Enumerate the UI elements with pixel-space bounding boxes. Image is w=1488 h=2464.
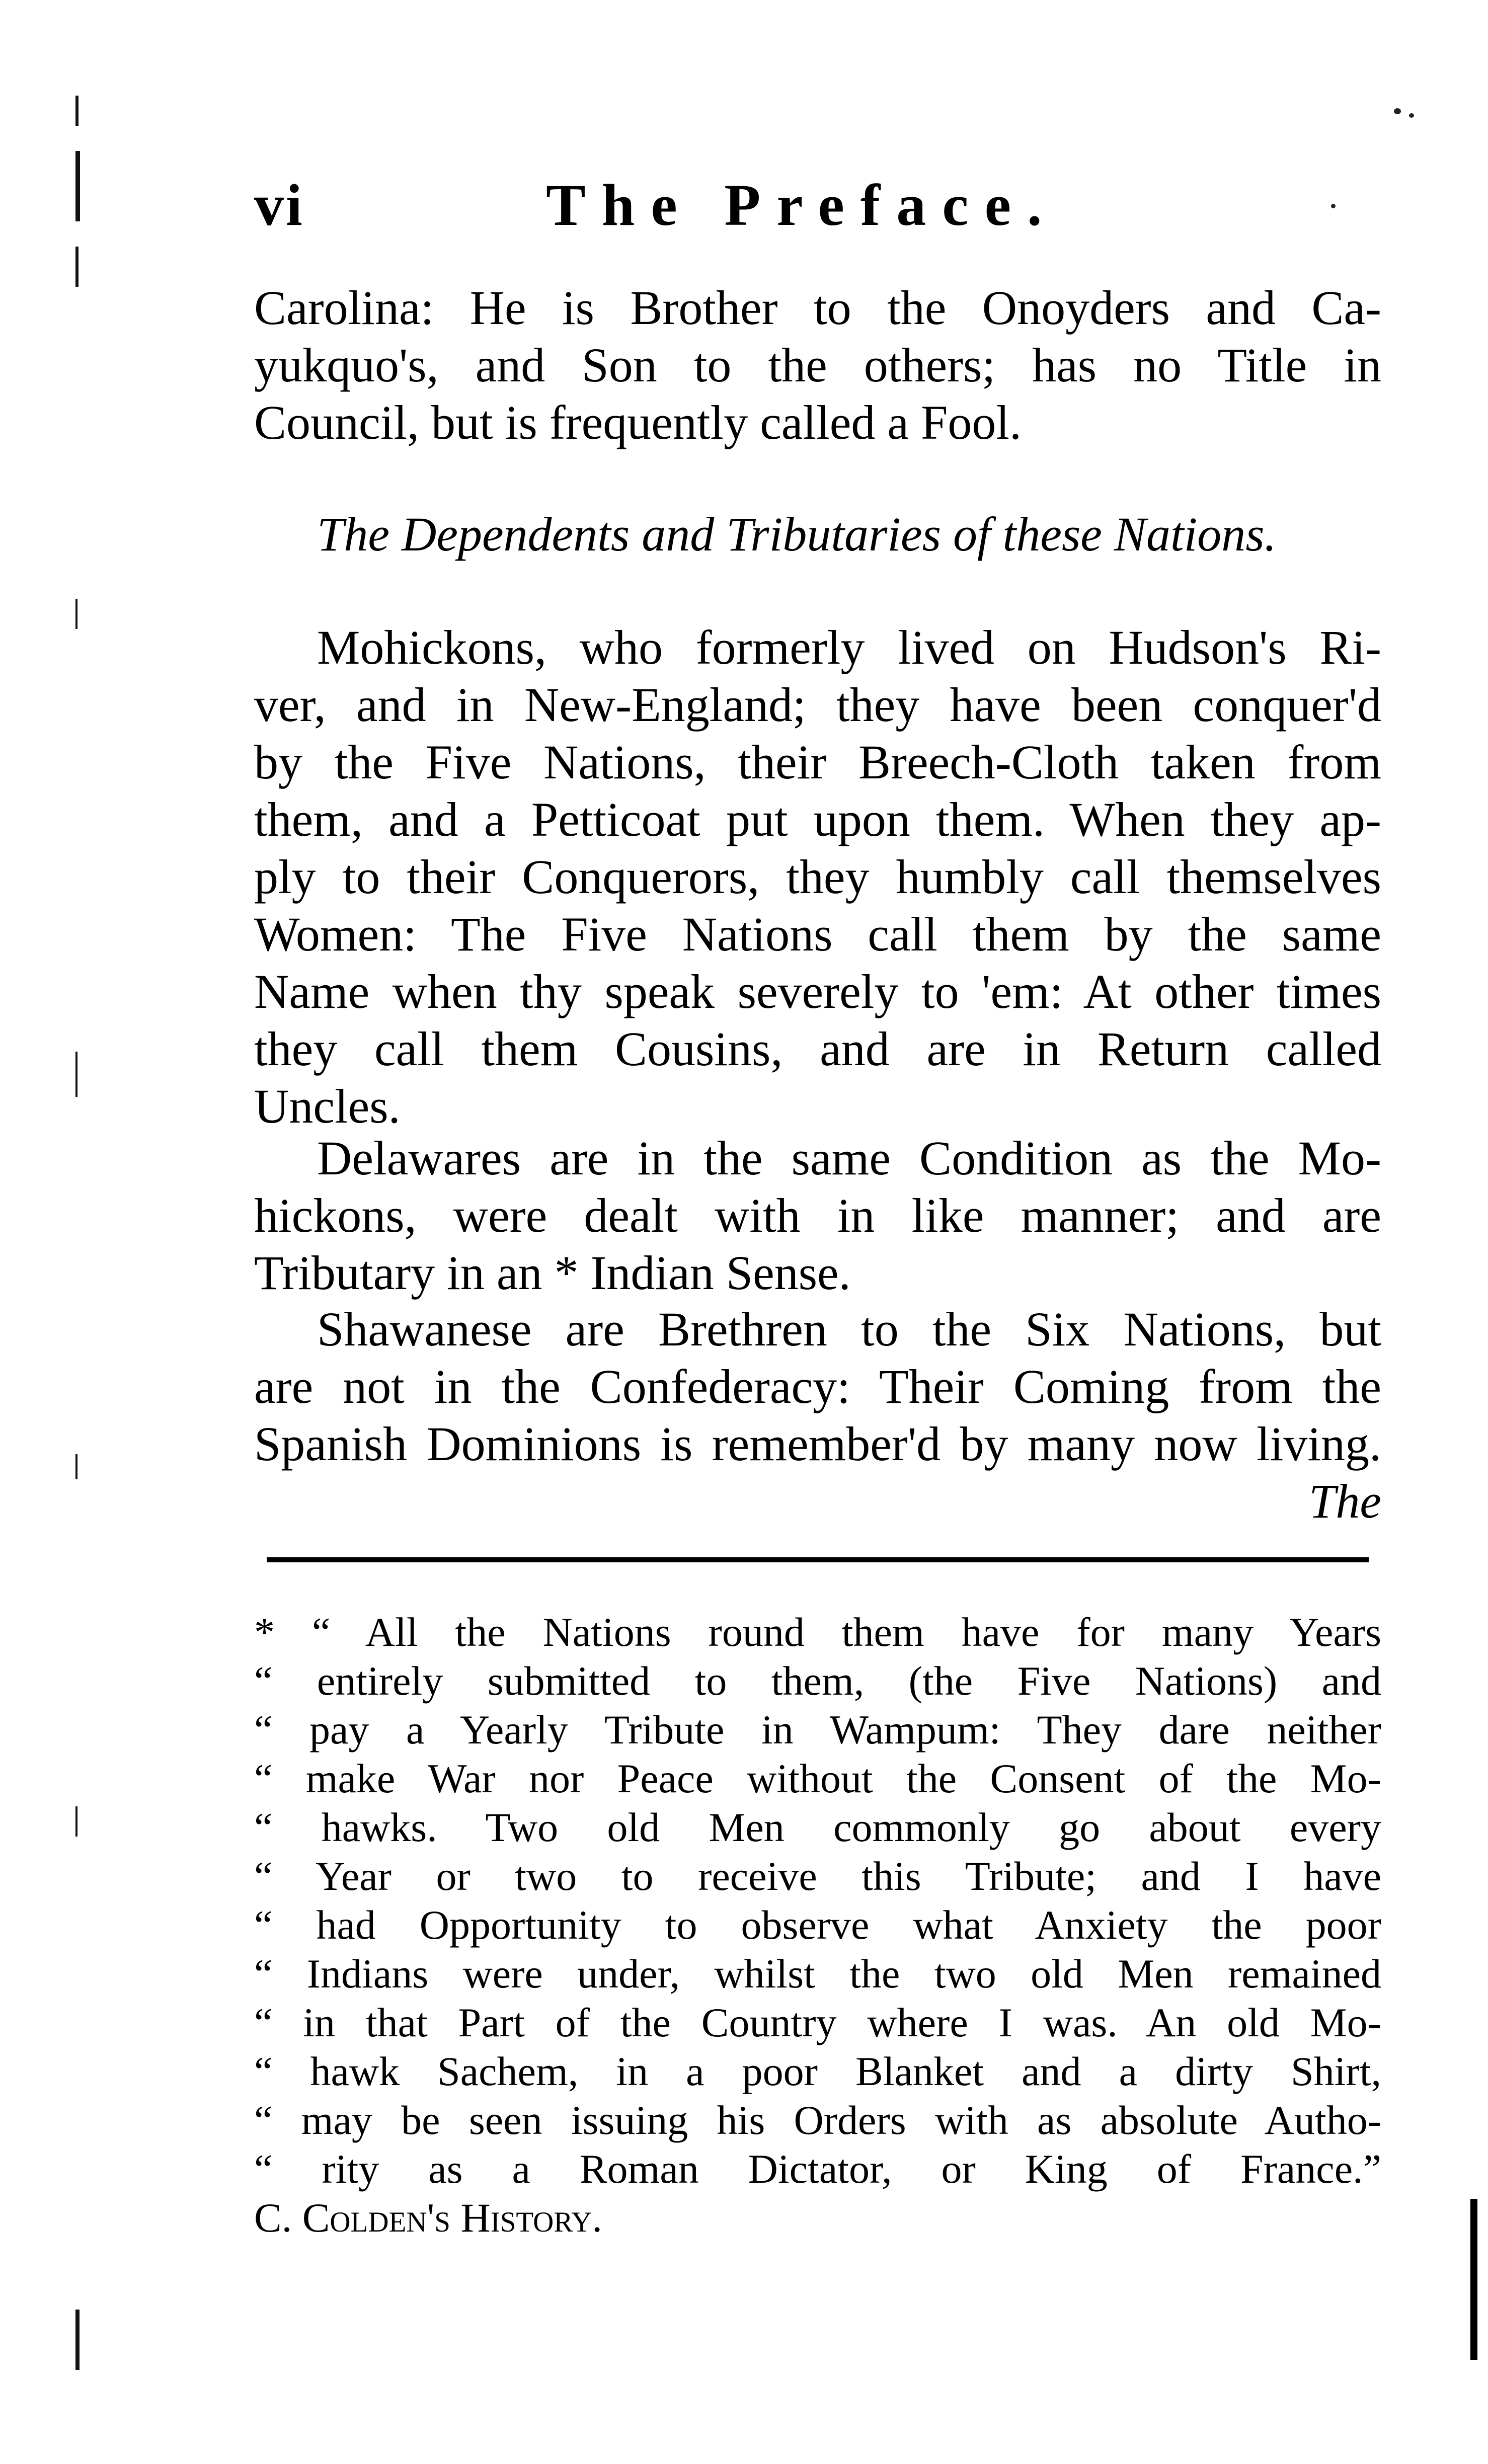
text-line: Mohickons, who formerly lived on Hudson's Ri- xyxy=(317,620,1381,674)
footnote-line: “ hawks. Two old Men commonly go about every xyxy=(254,1804,1381,1850)
footnote-line: “ entirely submitted to them, (the Five Nations) and xyxy=(254,1658,1381,1704)
text-line: ver, and in New-England; they have been conquer'd xyxy=(254,678,1381,732)
footnote-line: “ may be seen issuing his Orders with as absolute Autho- xyxy=(254,2097,1381,2143)
text-line: they call them Cousins, and are in Return called xyxy=(254,1022,1381,1076)
text-line: Carolina: He is Brother to the Onoyders and Ca- xyxy=(254,281,1381,335)
text-line: ply to their Conquerors, they humbly call themselves xyxy=(254,850,1381,904)
footnote-line: “ make War nor Peace without the Consent of the Mo- xyxy=(254,1756,1381,1801)
footnote-line: “ in that Part of the Country where I was. An old Mo- xyxy=(254,2000,1381,2045)
text-line: Shawanese are Brethren to the Six Nations, but xyxy=(317,1302,1381,1356)
text-line: Women: The Five Nations call them by the same xyxy=(254,907,1381,961)
footnote-line: “ pay a Yearly Tribute in Wampum: They dare neither xyxy=(254,1707,1381,1753)
footnote-line: “ Indians were under, whilst the two old Men remained xyxy=(254,1951,1381,1997)
footnote-line: “ had Opportunity to observe what Anxiety the poor xyxy=(254,1902,1381,1948)
text-line: by the Five Nations, their Breech-Cloth taken from xyxy=(254,735,1381,789)
paragraph-shawanese xyxy=(254,1301,1381,1530)
footnote-line: “ rity as a Roman Dictator, or King of France.” xyxy=(254,2146,1381,2192)
ink-speck xyxy=(1331,204,1336,208)
text-line: hickons, were dealt with in like manner; and are xyxy=(254,1188,1381,1242)
footnote-line: “ hawk Sachem, in a poor Blanket and a dirty Shirt, xyxy=(254,2048,1381,2094)
text-line: Uncles. xyxy=(254,1079,401,1133)
page-number: vi xyxy=(254,172,304,238)
page-edge-mark xyxy=(1470,2199,1477,2360)
footnote xyxy=(254,1608,1381,2242)
catchword: The xyxy=(1309,1474,1381,1528)
text-line: Name when thy speak severely to 'em: At other times xyxy=(254,965,1381,1018)
text-line: Tributary in an * Indian Sense. xyxy=(254,1246,851,1300)
paragraph-mohickons xyxy=(254,619,1381,1135)
text-line: Delawares are in the same Condition as the Mo- xyxy=(317,1131,1381,1185)
paragraph-delawares xyxy=(254,1130,1381,1302)
text-line: yukquo's, and Son to the others; has no Title in xyxy=(254,338,1381,392)
footnote-attribution: C. Colden's History. xyxy=(254,2195,602,2241)
heading-text: The Dependents and Tributaries of these Nations. xyxy=(317,507,1277,561)
text-line: Spanish Dominions is remember'd by many now living. xyxy=(254,1417,1381,1471)
text-line: are not in the Confederacy: Their Coming from the xyxy=(254,1360,1381,1413)
ink-speck xyxy=(1409,113,1414,118)
text-line: Council, but is frequently called a Fool. xyxy=(254,395,1022,449)
page-title: The Preface. xyxy=(546,172,1058,238)
text-line: them, and a Petticoat put upon them. When they ap- xyxy=(254,792,1381,846)
footnote-rule xyxy=(267,1557,1369,1562)
footnote-line: * “ All the Nations round them have for many Years xyxy=(254,1609,1381,1655)
section-heading xyxy=(317,506,1374,563)
binding-edge xyxy=(75,96,84,2360)
running-head xyxy=(254,171,1386,252)
footnote-line: “ Year or two to receive this Tribute; and I have xyxy=(254,1853,1381,1899)
paragraph-carolina xyxy=(254,279,1381,451)
ink-speck xyxy=(1394,108,1401,114)
